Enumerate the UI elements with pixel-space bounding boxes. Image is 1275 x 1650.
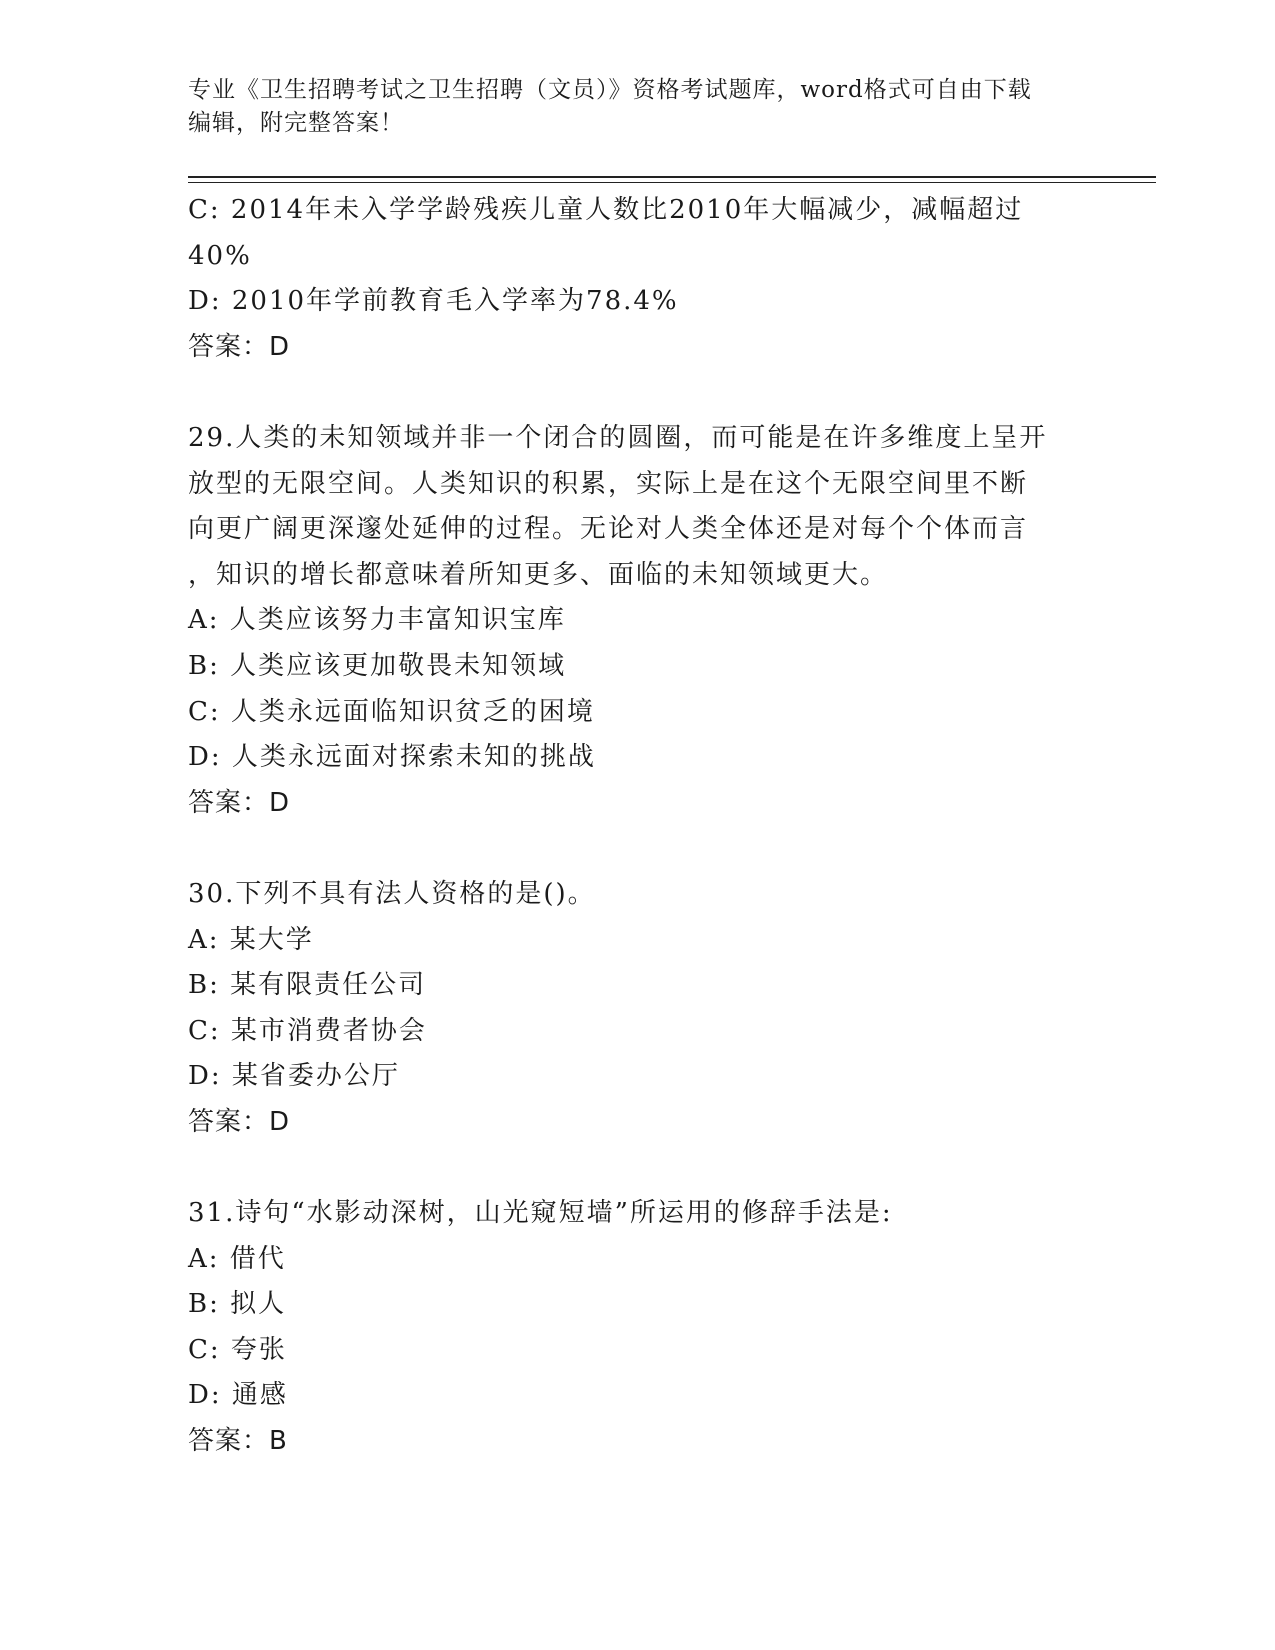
option-c: C: 某市消费者协会 <box>188 1015 427 1046</box>
question-text-line: 29.人类的未知领域并非一个闭合的圆圈，而可能是在许多维度上呈开 <box>188 422 1048 453</box>
document-header <box>188 74 1088 140</box>
document-body <box>188 188 1088 1465</box>
option-a: A: 某大学 <box>188 924 314 955</box>
header-line-1: 专业《卫生招聘考试之卫生招聘（文员）》资格考试题库，word格式可自由下载 <box>188 77 1032 103</box>
option-b: B: 某有限责任公司 <box>188 970 427 1001</box>
header-divider-thin <box>188 182 1156 183</box>
option-c: C: 人类永远面临知识贫乏的困境 <box>188 696 595 727</box>
option-d: D: 通感 <box>188 1380 288 1411</box>
question-text-line: 30.下列不具有法人资格的是()。 <box>188 878 596 909</box>
question-31 <box>188 1191 1088 1465</box>
question-text-line: ，知识的增长都意味着所知更多、面临的未知领域更大。 <box>188 559 889 590</box>
option-a: A: 借代 <box>188 1243 286 1274</box>
question-29 <box>188 416 1088 826</box>
option-b: B: 拟人 <box>188 1289 287 1320</box>
question-text-line: 放型的无限空间。人类知识的积累，实际上是在这个无限空间里不断 <box>188 468 1029 499</box>
option-c: C: 2014年未入学学龄残疾儿童人数比2010年大幅减少，减幅超过 <box>188 195 1024 225</box>
answer: 答案：D <box>188 1106 291 1137</box>
header-divider-thick <box>188 176 1156 178</box>
header-line-2: 编辑，附完整答案！ <box>188 110 404 136</box>
question-text-line: 31.诗句“水影动深树，山光窥短墙”所运用的修辞手法是: <box>188 1198 893 1229</box>
answer: 答案：B <box>188 1426 288 1457</box>
option-c: C: 夸张 <box>188 1334 287 1365</box>
option-d: D: 某省委办公厅 <box>188 1061 400 1092</box>
option-d: D: 2010年学前教育毛入学率为78.4% <box>188 286 679 317</box>
question-30 <box>188 872 1088 1146</box>
answer: 答案：D <box>188 331 291 362</box>
answer: 答案：D <box>188 787 291 818</box>
option-b: B: 人类应该更加敬畏未知领域 <box>188 650 567 681</box>
option-c-continued: 40% <box>188 240 252 271</box>
question-28-tail <box>188 188 1088 370</box>
option-a: A: 人类应该努力丰富知识宝库 <box>188 605 566 636</box>
question-text-line: 向更广阔更深邃处延伸的过程。无论对人类全体还是对每个个体而言 <box>188 514 1029 545</box>
option-d: D: 人类永远面对探索未知的挑战 <box>188 742 596 773</box>
